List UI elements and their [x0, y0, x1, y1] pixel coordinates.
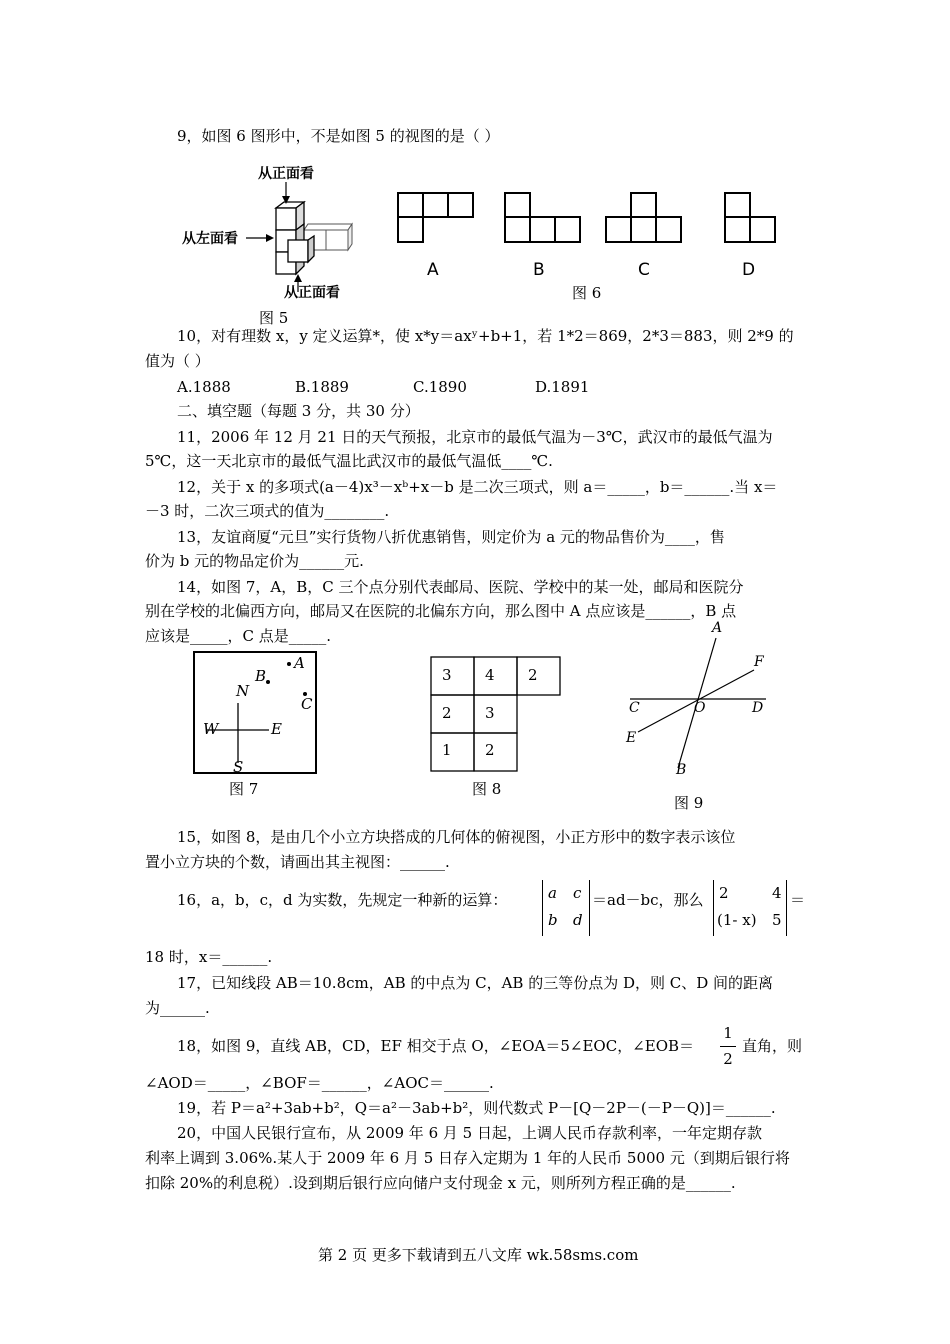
label-e: E: [626, 730, 637, 746]
question-16-text3: ＝: [790, 891, 806, 909]
south-label: S: [233, 758, 244, 776]
q10-choice-b: B.1889: [295, 378, 349, 396]
q10-choice-c: C.1890: [413, 378, 467, 396]
grid-cell: 2: [442, 704, 452, 722]
determinant-definition: [542, 880, 590, 936]
det1-a: a: [548, 884, 557, 902]
question-17-line2: 为______.: [145, 999, 210, 1017]
option-a-label: A: [427, 260, 439, 280]
label-left-view: 从左面看: [182, 231, 238, 247]
det1-d: d: [573, 911, 583, 929]
question-16-text2: ＝ad－bc，那么: [592, 891, 704, 909]
point-c-label: C: [301, 695, 313, 713]
east-label: E: [271, 720, 282, 738]
label-front-view-top: 从正面看: [258, 166, 314, 182]
question-16-text1: 16，a，b，c，d 为实数，先规定一种新的运算：: [177, 891, 508, 909]
label-d: D: [752, 700, 764, 716]
figure-5-cube-stack: [180, 160, 370, 310]
question-15-line2: 置小立方块的个数，请画出其主视图：______.: [145, 853, 450, 871]
page-footer: 第 2 页 更多下载请到五八文库 wk.58sms.com: [318, 1246, 639, 1264]
question-18-line2: ∠AOD＝_____，∠BOF＝______，∠AOC＝______.: [145, 1074, 494, 1092]
fraction-denominator: 2: [723, 1050, 733, 1068]
fraction-numerator: 1: [723, 1024, 733, 1042]
grid-cell: 2: [528, 666, 538, 684]
question-12-line1: 12，关于 x 的多项式(a－4)x³－xᵇ+x－b 是二次三项式，则 a＝_____，b＝______.当 x＝: [177, 478, 778, 496]
question-11-line2: 5℃，这一天北京市的最低气温比武汉市的最低气温低____℃.: [145, 452, 553, 470]
det2-a: 2: [719, 884, 729, 902]
q10-choice-a: A.1888: [177, 378, 231, 396]
label-c: C: [629, 700, 640, 716]
question-16-line2: 18 时，x＝______.: [145, 948, 273, 966]
question-20-line3: 扣除 20%的利息税）.设到期后银行应向储户支付现金 x 元，则所列方程正确的是______.: [145, 1174, 736, 1192]
question-10-line2: 值为（ ）: [145, 352, 210, 370]
figure-9-caption: 图 9: [674, 794, 704, 812]
point-b: [266, 680, 270, 684]
option-d-label: D: [742, 260, 756, 280]
question-17-line1: 17，已知线段 AB＝10.8cm，AB 的中点为 C，AB 的三等份点为 D，则 C、D 间的距离: [177, 974, 774, 992]
question-12-line2: －3 时，二次三项式的值为________.: [145, 502, 390, 520]
grid-cell: 3: [442, 666, 452, 684]
figure-9-lines: [620, 620, 770, 780]
question-13-line2: 价为 b 元的物品定价为______元.: [145, 552, 364, 570]
point-b-label: B: [255, 667, 267, 685]
determinant-problem: [713, 880, 787, 936]
north-label: N: [236, 682, 250, 700]
point-a: [287, 662, 291, 666]
q10-choice-d: D.1891: [535, 378, 590, 396]
det2-c: 4: [772, 884, 782, 902]
det1-c: c: [573, 884, 582, 902]
figure-7-map: [193, 651, 318, 776]
point-a-label: A: [294, 654, 305, 672]
label-f: F: [754, 654, 764, 670]
option-d-shape: [725, 193, 775, 242]
label-b: B: [676, 762, 687, 778]
figure-8-grid: [430, 656, 562, 773]
question-14-line1: 14，如图 7，A，B，C 三个点分别代表邮局、医院、学校中的某一处，邮局和医院分: [177, 578, 744, 596]
question-9: 9，如图 6 图形中，不是如图 5 的视图的是（ ）: [177, 127, 500, 145]
grid-cell: 3: [485, 704, 495, 722]
figure-6-options: [390, 185, 790, 285]
det2-d: 5: [772, 911, 782, 929]
fraction-bar: [720, 1046, 736, 1047]
grid-cell: 1: [442, 741, 452, 759]
section-2-title: 二、填空题（每题 3 分，共 30 分）: [177, 402, 420, 420]
det2-b: (1- x): [717, 911, 757, 929]
figure-8-caption: 图 8: [472, 780, 502, 798]
label-front-view-bottom: 从正面看: [284, 285, 340, 301]
figure-7-caption: 图 7: [229, 780, 259, 798]
label-o: O: [694, 700, 706, 716]
option-b-shape: [505, 193, 580, 242]
option-c-shape: [606, 193, 681, 242]
question-14-line2: 别在学校的北偏西方向，邮局又在医院的北偏东方向，那么图中 A 点应该是______，B 点: [145, 602, 737, 620]
question-15-line1: 15，如图 8，是由几个小立方块搭成的几何体的俯视图，小正方形中的数字表示该位: [177, 828, 736, 846]
question-18-text2: 直角，则: [742, 1037, 803, 1055]
question-10-line1: 10，对有理数 x，y 定义运算*，使 x*y＝axʸ+b+1，若 1*2＝869，2*3＝883，则 2*9 的: [177, 327, 794, 345]
grid-cell: 2: [485, 741, 495, 759]
figure-5-caption: 图 5: [259, 309, 289, 327]
question-14-line3: 应该是_____，C 点是_____.: [145, 627, 332, 645]
question-11-line1: 11，2006 年 12 月 21 日的天气预报，北京市的最低气温为－3℃，武汉市的最低气温为: [177, 428, 773, 446]
grid-cell: 4: [485, 666, 495, 684]
question-13-line1: 13，友谊商厦“元旦”实行货物八折优惠销售，则定价为 a 元的物品售价为____，售: [177, 528, 725, 546]
question-19: 19，若 P＝a²+3ab+b²，Q＝a²－3ab+b²，则代数式 P－[Q－2P－(－P－Q)]＝______.: [177, 1099, 776, 1117]
question-20-line1: 20，中国人民银行宣布，从 2009 年 6 月 5 日起，上调人民币存款利率，一年定期存款: [177, 1124, 762, 1142]
question-20-line2: 利率上调到 3.06%.某人于 2009 年 6 月 5 日存入定期为 1 年的人民币 5000 元（到期后银行将: [145, 1149, 790, 1167]
west-label: W: [203, 720, 219, 738]
option-b-label: B: [533, 260, 545, 280]
fraction-one-half: [719, 1022, 737, 1070]
question-18-text1: 18，如图 9，直线 AB，CD，EF 相交于点 O，∠EOA＝5∠EOC，∠EOB＝: [177, 1037, 695, 1055]
option-c-label: C: [638, 260, 650, 280]
option-a-shape: [398, 193, 473, 242]
label-a: A: [712, 620, 723, 636]
det1-b: b: [548, 911, 558, 929]
figure-6-caption: 图 6: [572, 284, 602, 302]
